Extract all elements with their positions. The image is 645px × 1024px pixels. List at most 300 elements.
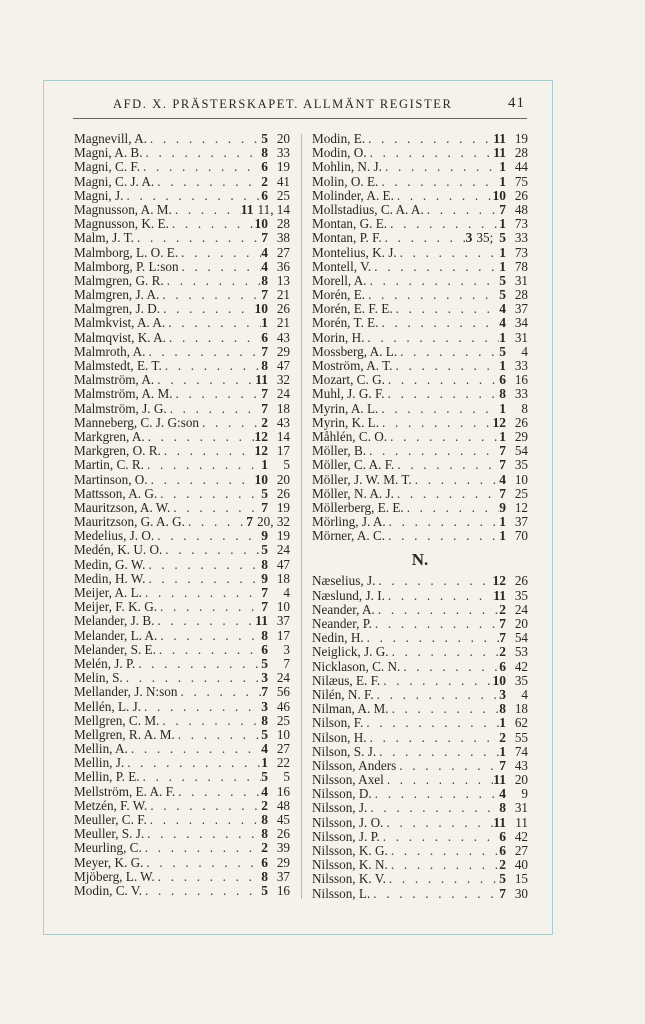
volume-number: 1 <box>499 715 506 731</box>
dot-leader <box>385 529 499 543</box>
entry-reference <box>255 444 291 458</box>
entry-name: Magni, C. J. A. <box>74 173 155 189</box>
entry-name: Malmkvist, A. A. <box>74 315 166 331</box>
volume-number: 9 <box>499 499 506 515</box>
entry-reference <box>261 316 290 330</box>
entry-name: Melander, L. A. <box>74 627 158 643</box>
entry-name: Medin, H. W. <box>74 570 146 586</box>
volume-number: 9 <box>261 570 268 586</box>
volume-number: 5 <box>499 343 506 359</box>
entry-name: Næselius, J. <box>312 573 376 589</box>
index-entry <box>312 787 528 801</box>
dot-leader <box>157 629 261 643</box>
index-entry <box>74 770 290 784</box>
page-reference: 19 <box>514 131 528 146</box>
dot-leader <box>392 359 499 373</box>
page-reference: 37 <box>276 868 290 884</box>
page-reference: 9 <box>521 786 528 802</box>
dot-leader <box>142 841 261 855</box>
page-reference: 7 <box>283 655 290 671</box>
volume-number: 8 <box>499 386 506 402</box>
entry-name: Mellin, P. E. <box>74 769 140 785</box>
entry-reference <box>261 402 290 416</box>
index-entry <box>312 501 528 515</box>
page-reference: 33 <box>276 145 290 161</box>
page-reference: 35 <box>514 587 528 603</box>
page-reference: 8 <box>521 400 528 416</box>
entry-reference <box>261 558 290 572</box>
volume-number: 8 <box>261 868 268 884</box>
volume-number: 8 <box>261 627 268 643</box>
volume-number: 2 <box>261 797 268 813</box>
page-reference: 19 <box>276 499 290 515</box>
volume-number: 7 <box>261 343 268 359</box>
entry-reference <box>255 430 291 444</box>
index-entry <box>74 473 290 487</box>
page-reference: 42 <box>514 828 528 844</box>
entry-reference <box>493 132 528 146</box>
entry-name: Montelius, K. J. <box>312 244 397 260</box>
entry-name: Myrin, K. L. <box>312 414 380 430</box>
entry-reference <box>261 359 290 373</box>
dot-leader <box>156 643 261 657</box>
index-entry <box>74 870 290 884</box>
dot-leader <box>123 671 262 685</box>
page-reference: 37 <box>514 514 528 530</box>
entry-reference <box>499 688 528 702</box>
index-entry <box>312 189 528 203</box>
entry-reference <box>261 870 290 884</box>
volume-number: 8 <box>499 701 506 717</box>
entry-reference <box>261 586 290 600</box>
entry-name: Montan, P. F. <box>312 230 382 246</box>
entry-name: Magni, J. <box>74 187 124 203</box>
entry-name: Mjöberg, L. W. <box>74 868 155 884</box>
page-number: 41 <box>508 95 525 111</box>
index-entry <box>312 645 528 659</box>
entry-name: Medén, K. U. O. <box>74 542 163 558</box>
page-reference: 62 <box>514 715 528 731</box>
entry-name: Malmborg, P. L:son <box>74 258 179 274</box>
volume-number: 7 <box>499 885 506 901</box>
entry-reference <box>499 203 528 217</box>
page-reference: 20 <box>514 616 528 631</box>
index-entry <box>312 660 528 674</box>
index-entry <box>312 773 528 787</box>
entry-reference <box>261 841 290 855</box>
dot-leader <box>135 657 261 671</box>
entry-name: Malmgren, G. R. <box>74 272 164 288</box>
volume-number: 7 <box>261 599 268 615</box>
entry-reference <box>261 799 290 813</box>
index-entry <box>74 856 290 870</box>
entry-name: Melén, J. P. <box>74 655 136 671</box>
entry-reference <box>493 189 529 203</box>
page-reference: 70 <box>514 528 528 544</box>
page-reference: 78 <box>514 258 528 274</box>
volume-number: 2 <box>499 857 506 873</box>
dot-leader <box>394 487 499 501</box>
entry-reference <box>261 813 290 827</box>
page-reference: 43 <box>276 329 290 345</box>
entry-name: Mellin, A. <box>74 741 128 757</box>
volume-number: 7 <box>261 230 268 246</box>
page-reference: 4 <box>521 343 528 359</box>
index-entry <box>74 316 290 330</box>
entry-name: Malmgren, J. A. <box>74 287 160 303</box>
entry-name: Markgren, O. R. <box>74 443 161 459</box>
entry-name: Molinder, A. E. <box>312 187 394 203</box>
index-entry <box>74 331 290 345</box>
volume-number: 1 <box>499 329 506 345</box>
entry-reference <box>261 288 290 302</box>
page-reference: 26 <box>276 485 290 501</box>
dot-leader <box>376 745 499 759</box>
page-reference: 4 <box>521 686 528 702</box>
entry-name: Malmström, J. G. <box>74 400 167 416</box>
dot-leader <box>154 614 255 628</box>
dot-leader <box>387 217 499 231</box>
page-reference: 40 <box>514 857 528 873</box>
dot-leader <box>147 132 261 146</box>
dot-leader <box>364 331 499 345</box>
volume-number: 2 <box>499 644 506 660</box>
index-entry <box>74 160 290 174</box>
entry-name: Mauritzson, G. A. G. <box>74 514 185 530</box>
entry-name: Molin, O. E. <box>312 173 379 189</box>
page-reference: 19 <box>276 528 290 544</box>
dot-leader <box>162 543 261 557</box>
entry-reference <box>499 529 528 543</box>
dot-leader <box>372 787 500 801</box>
volume-number: 4 <box>261 244 268 260</box>
index-entry <box>312 373 528 387</box>
page-reference: 24 <box>514 601 528 617</box>
volume-number: 8 <box>261 358 268 373</box>
index-entry <box>312 574 528 588</box>
index-entry <box>312 274 528 288</box>
entry-reference <box>499 702 528 716</box>
index-entry <box>74 203 290 217</box>
page-reference: 20 <box>276 471 290 487</box>
index-entry <box>74 813 290 827</box>
page-reference: 5 <box>283 769 290 785</box>
entry-reference <box>261 231 290 245</box>
volume-number: 2 <box>261 414 268 430</box>
volume-number: 1 <box>499 216 506 232</box>
index-entry <box>74 643 290 657</box>
index-entry <box>74 515 290 529</box>
entry-reference <box>261 246 290 260</box>
page-reference: 28 <box>514 287 528 303</box>
dot-leader <box>142 586 261 600</box>
page-reference: 29 <box>276 854 290 870</box>
volume-number: 6 <box>261 159 268 175</box>
entry-name: Neander, A. <box>312 601 375 617</box>
page-reference: 27 <box>276 741 290 757</box>
entry-name: Magnevill, A. <box>74 131 147 146</box>
volume-number: 4 <box>261 258 268 274</box>
entry-reference <box>261 345 290 359</box>
page-reference: 18 <box>276 400 290 416</box>
index-entry <box>74 600 290 614</box>
entry-name: Mauritzson, A. W. <box>74 499 171 515</box>
index-entry <box>312 844 528 858</box>
index-entry <box>312 260 528 274</box>
dot-leader <box>178 246 261 260</box>
entry-reference <box>255 217 291 231</box>
volume-number: 1 <box>499 173 506 189</box>
volume-number: 1 <box>499 258 506 274</box>
volume-number: 6 <box>261 641 268 657</box>
page-reference: 54 <box>514 630 528 646</box>
volume-number: 8 <box>261 145 268 161</box>
dot-leader <box>396 759 499 773</box>
index-entry <box>312 702 528 716</box>
dot-leader <box>154 373 255 387</box>
dot-leader <box>123 189 261 203</box>
index-entry <box>312 617 528 631</box>
index-entry <box>74 402 290 416</box>
index-entry <box>312 416 528 430</box>
page-reference: 33 <box>514 230 528 246</box>
dot-leader <box>394 189 493 203</box>
entry-name: Nicklason, C. N. <box>312 658 401 674</box>
index-entry <box>312 402 528 416</box>
entry-reference <box>499 844 528 858</box>
index-entry <box>312 674 528 688</box>
entry-name: Möller, N. A. J. <box>312 485 394 501</box>
dot-leader <box>378 402 499 416</box>
dot-leader <box>128 742 261 756</box>
index-entry <box>74 175 290 189</box>
entry-reference <box>261 146 290 160</box>
page-reference: 47 <box>276 358 290 373</box>
dot-leader <box>393 302 500 316</box>
index-entry <box>74 742 290 756</box>
dot-leader <box>383 816 493 830</box>
volume-number: 6 <box>261 854 268 870</box>
page-reference: 15 <box>514 871 528 887</box>
volume-number: 12 <box>492 573 506 589</box>
entry-reference <box>493 816 528 830</box>
page-reference: 37 <box>514 301 528 317</box>
index-entry <box>312 359 528 373</box>
page-reference: 33 <box>514 386 528 402</box>
page-reference: 48 <box>514 201 528 217</box>
entry-reference <box>493 674 529 688</box>
dot-leader <box>145 345 261 359</box>
page-reference: 44 <box>514 159 528 175</box>
entry-name: Möller, J. W. M. T. <box>312 471 412 487</box>
entry-reference <box>499 801 528 815</box>
column-divider <box>301 134 302 899</box>
entry-reference <box>261 770 290 784</box>
volume-number: 7 <box>261 386 268 402</box>
index-entry <box>312 801 528 815</box>
dot-leader <box>141 700 261 714</box>
entry-reference <box>261 657 290 671</box>
dot-leader <box>199 416 261 430</box>
page-reference: 25 <box>276 712 290 728</box>
index-entry <box>74 345 290 359</box>
volume-number: 5 <box>499 230 506 246</box>
page-reference: 25 <box>276 187 290 203</box>
dot-leader <box>412 473 500 487</box>
entry-reference <box>261 856 290 870</box>
page-reference: 29 <box>514 428 528 444</box>
dot-leader <box>386 515 500 529</box>
page-reference: 47 <box>276 556 290 572</box>
volume-number: 11 <box>255 372 268 388</box>
entry-name: Magnusson, K. E. <box>74 216 169 232</box>
page-reference: 31 <box>514 272 528 288</box>
volume-number: 7 <box>246 514 254 530</box>
entry-reference <box>499 830 528 844</box>
entry-name: Næslund, J. I. <box>312 587 385 603</box>
dot-leader <box>375 603 499 617</box>
index-entry <box>74 756 290 770</box>
index-entry <box>312 603 528 617</box>
entry-reference <box>261 189 290 203</box>
entry-reference <box>499 645 528 659</box>
page-reference: 73 <box>514 244 528 260</box>
volume-number: 8 <box>261 556 268 572</box>
entry-reference <box>499 316 528 330</box>
page-reference: 18 <box>276 570 290 586</box>
entry-reference <box>499 759 528 773</box>
dot-leader <box>371 260 499 274</box>
index-entry <box>312 816 528 830</box>
entry-name: Mellgren, C. M. <box>74 712 160 728</box>
volume-number: 3 <box>261 698 268 714</box>
dot-leader <box>367 146 494 160</box>
index-entry <box>312 688 528 702</box>
entry-name: Modin, E. <box>312 131 366 146</box>
page-reference: 10 <box>276 726 290 742</box>
index-entry <box>312 316 528 330</box>
page-reference: 21 <box>276 315 290 331</box>
entry-name: Modin, O. <box>312 145 367 161</box>
entry-name: Malmström, A. M. <box>74 386 173 402</box>
entry-reference <box>499 515 528 529</box>
volume-number: 11 <box>493 131 506 146</box>
dot-leader <box>385 373 499 387</box>
entry-reference <box>261 543 290 557</box>
entry-reference <box>261 700 290 714</box>
entry-reference <box>499 473 528 487</box>
entry-name: Neiglick, J. G. <box>312 644 389 660</box>
dot-leader <box>157 487 261 501</box>
entry-reference <box>499 331 528 345</box>
entry-reference <box>499 501 528 515</box>
volume-number: 1 <box>499 743 506 759</box>
volume-number: 12 <box>254 428 268 444</box>
volume-number: 5 <box>261 726 268 742</box>
volume-number: 7 <box>499 443 506 459</box>
volume-number: 1 <box>499 400 506 416</box>
volume-number: 10 <box>254 301 268 317</box>
entry-name: Meuller, S. J. <box>74 826 145 842</box>
index-entry <box>74 685 290 699</box>
entry-name: Mellgren, R. A. M. <box>74 726 175 742</box>
entry-name: Magni, C. F. <box>74 159 140 175</box>
entry-name: Magni, A. B. <box>74 145 143 161</box>
header-title: AFD. X. PRÄSTERSKAPET. ALLMÄNT REGISTER <box>113 97 453 111</box>
index-entry <box>74 189 290 203</box>
entry-reference <box>499 787 528 801</box>
entry-name: Nilson, S. J. <box>312 743 377 759</box>
index-entry <box>312 887 528 901</box>
volume-number: 8 <box>261 712 268 728</box>
dot-leader <box>375 574 492 588</box>
entry-reference <box>493 574 529 588</box>
index-entry <box>74 700 290 714</box>
page-reference: 43 <box>276 414 290 430</box>
dot-leader <box>162 359 261 373</box>
entry-name: Meyer, K. G. <box>74 854 144 870</box>
index-entry <box>312 731 528 745</box>
entry-reference <box>261 387 290 401</box>
entry-name: Mellin, J. <box>74 755 125 771</box>
volume-number: 7 <box>261 400 268 416</box>
dot-leader <box>380 674 492 688</box>
index-entry <box>74 246 290 260</box>
index-entry <box>312 387 528 401</box>
dot-leader <box>389 645 500 659</box>
volume-number: 2 <box>261 173 268 189</box>
page-reference: 17 <box>276 443 290 459</box>
volume-number: 7 <box>261 499 268 515</box>
entry-name: Meijer, A. L. <box>74 585 142 600</box>
index-entry <box>74 430 290 444</box>
dot-leader <box>378 175 499 189</box>
dot-leader <box>397 345 499 359</box>
volume-number: 8 <box>261 812 268 827</box>
page-reference: 28 <box>276 216 290 232</box>
volume-number: 12 <box>492 414 506 430</box>
volume-number: 4 <box>499 786 506 802</box>
entry-name: Morén, T. E. <box>312 315 379 331</box>
entry-reference <box>499 458 528 472</box>
dot-leader <box>145 558 261 572</box>
page-reference: 35; <box>476 230 494 246</box>
volume-number: 7 <box>261 684 268 700</box>
entry-reference <box>261 756 290 770</box>
page-reference: 56 <box>276 684 290 700</box>
page-reference: 39 <box>276 840 290 856</box>
dot-leader <box>143 856 261 870</box>
entry-name: Möller, B. <box>312 443 367 459</box>
index-entry <box>74 444 290 458</box>
index-entry <box>74 614 290 628</box>
volume-number: 1 <box>499 514 506 530</box>
volume-number: 5 <box>261 542 268 558</box>
page-reference: 3 <box>283 641 290 657</box>
entry-name: Nilson, H. <box>312 729 367 745</box>
volume-number: 4 <box>499 315 506 331</box>
page-reference: 24 <box>276 542 290 558</box>
dot-leader <box>365 132 493 146</box>
entry-reference <box>499 302 528 316</box>
entry-reference <box>499 175 528 189</box>
page-reference: 46 <box>276 698 290 714</box>
page-reference: 26 <box>514 573 528 589</box>
volume-number: 6 <box>261 329 268 345</box>
volume-number: 2 <box>499 729 506 745</box>
entry-reference <box>499 660 528 674</box>
volume-number: 10 <box>492 672 506 688</box>
